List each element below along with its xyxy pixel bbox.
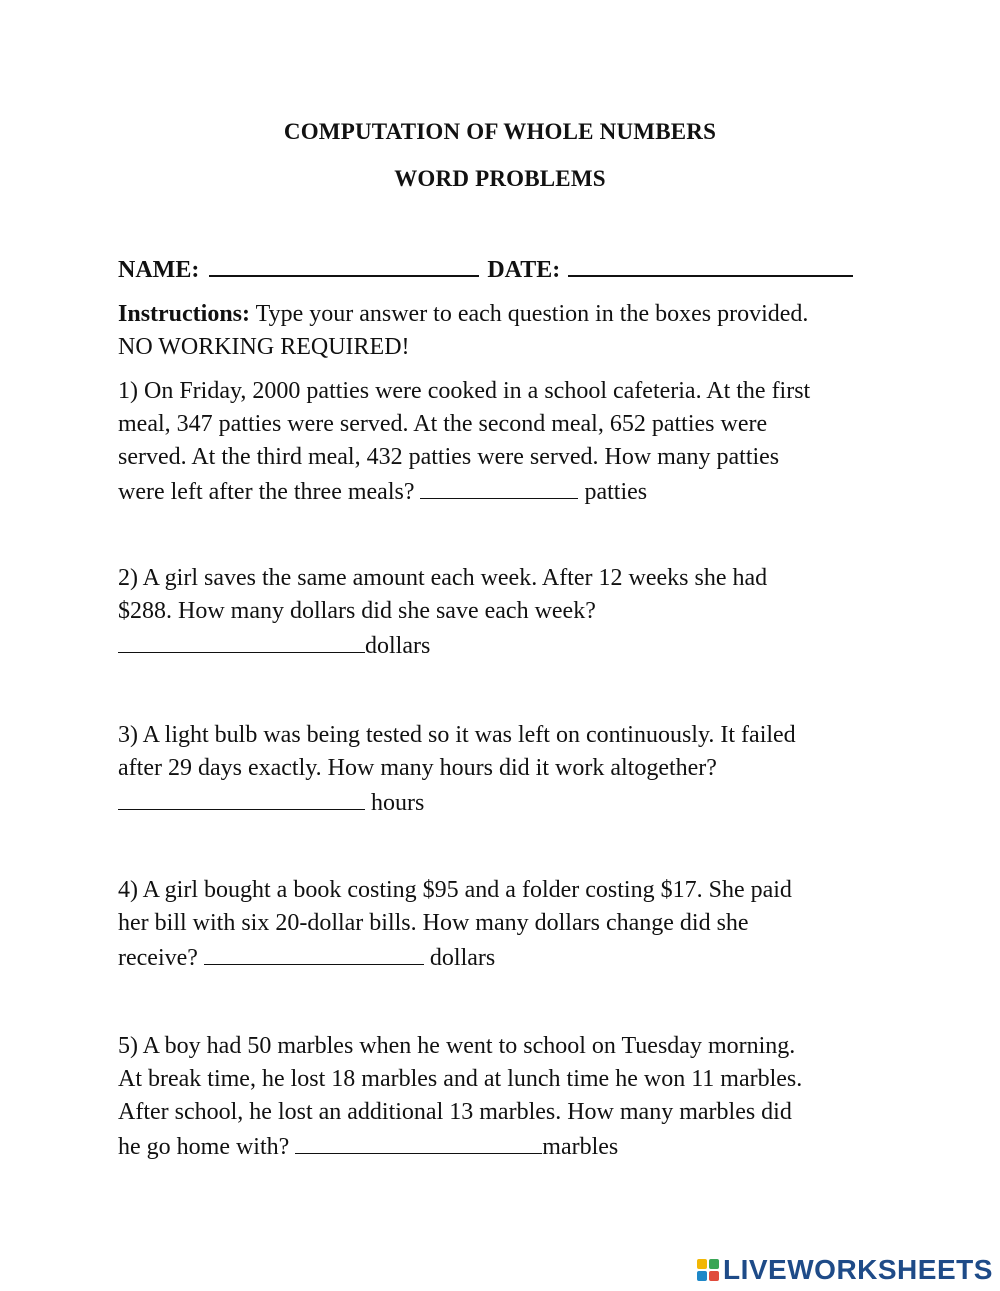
answer-unit: patties	[578, 479, 648, 505]
instructions-note: NO WORKING REQUIRED!	[118, 334, 410, 360]
answer-5-field[interactable]	[295, 1129, 542, 1154]
question-text: 4) A girl bought a book costing $95 and a folder costing $17. She paid	[118, 877, 792, 903]
worksheet-title: COMPUTATION OF WHOLE NUMBERS	[283, 119, 717, 144]
instructions	[118, 298, 888, 364]
answer-3-field[interactable]	[118, 785, 365, 810]
question-text: after 29 days exactly. How many hours did it work altogether?	[118, 755, 717, 781]
instructions-text: Type your answer to each question in the boxes provided.	[250, 301, 809, 327]
answer-2-field[interactable]	[118, 628, 365, 653]
worksheet-subtitle: WORD PROBLEMS	[394, 166, 606, 191]
name-date-row	[118, 253, 878, 284]
question-text: 5) A boy had 50 marbles when he went to school on Tuesday morning.	[118, 1033, 796, 1059]
question-3	[118, 719, 888, 820]
logo-icon	[697, 1259, 719, 1281]
date-field[interactable]	[568, 253, 853, 277]
answer-unit: hours	[365, 790, 425, 816]
date-label: DATE:	[487, 257, 561, 283]
question-text: meal, 347 patties were served. At the second meal, 652 patties were	[118, 411, 768, 437]
question-text: At break time, he lost 18 marbles and at lunch time he won 11 marbles.	[118, 1066, 803, 1092]
name-label: NAME:	[118, 257, 200, 283]
question-5	[118, 1030, 888, 1164]
question-text: receive?	[118, 945, 204, 971]
question-4	[118, 874, 888, 975]
answer-unit: dollars	[365, 633, 431, 659]
logo-text: LIVEWORKSHEETS	[723, 1254, 993, 1285]
answer-4-field[interactable]	[204, 940, 424, 965]
answer-1-field[interactable]	[420, 474, 578, 499]
name-field[interactable]	[209, 253, 479, 277]
question-text: were left after the three meals?	[118, 479, 421, 505]
question-text: he go home with?	[118, 1134, 296, 1160]
question-text: 1) On Friday, 2000 patties were cooked in a school cafeteria. At the first	[118, 378, 811, 404]
question-text: After school, he lost an additional 13 marbles. How many marbles did	[118, 1099, 792, 1125]
question-text: 2) A girl saves the same amount each week. After 12 weeks she had	[118, 565, 768, 591]
question-text: 3) A light bulb was being tested so it was left on continuously. It failed	[118, 722, 796, 748]
liveworksheets-logo	[697, 1255, 993, 1285]
question-text: her bill with six 20-dollar bills. How many dollars change did she	[118, 910, 749, 936]
answer-unit: dollars	[423, 945, 496, 971]
question-text: $288. How many dollars did she save each week?	[118, 598, 596, 624]
question-2	[118, 562, 888, 663]
answer-unit: marbles	[542, 1134, 619, 1160]
question-text: served. At the third meal, 432 patties were served. How many patties	[118, 444, 780, 470]
question-1	[118, 375, 888, 509]
instructions-label: Instructions:	[118, 301, 251, 327]
